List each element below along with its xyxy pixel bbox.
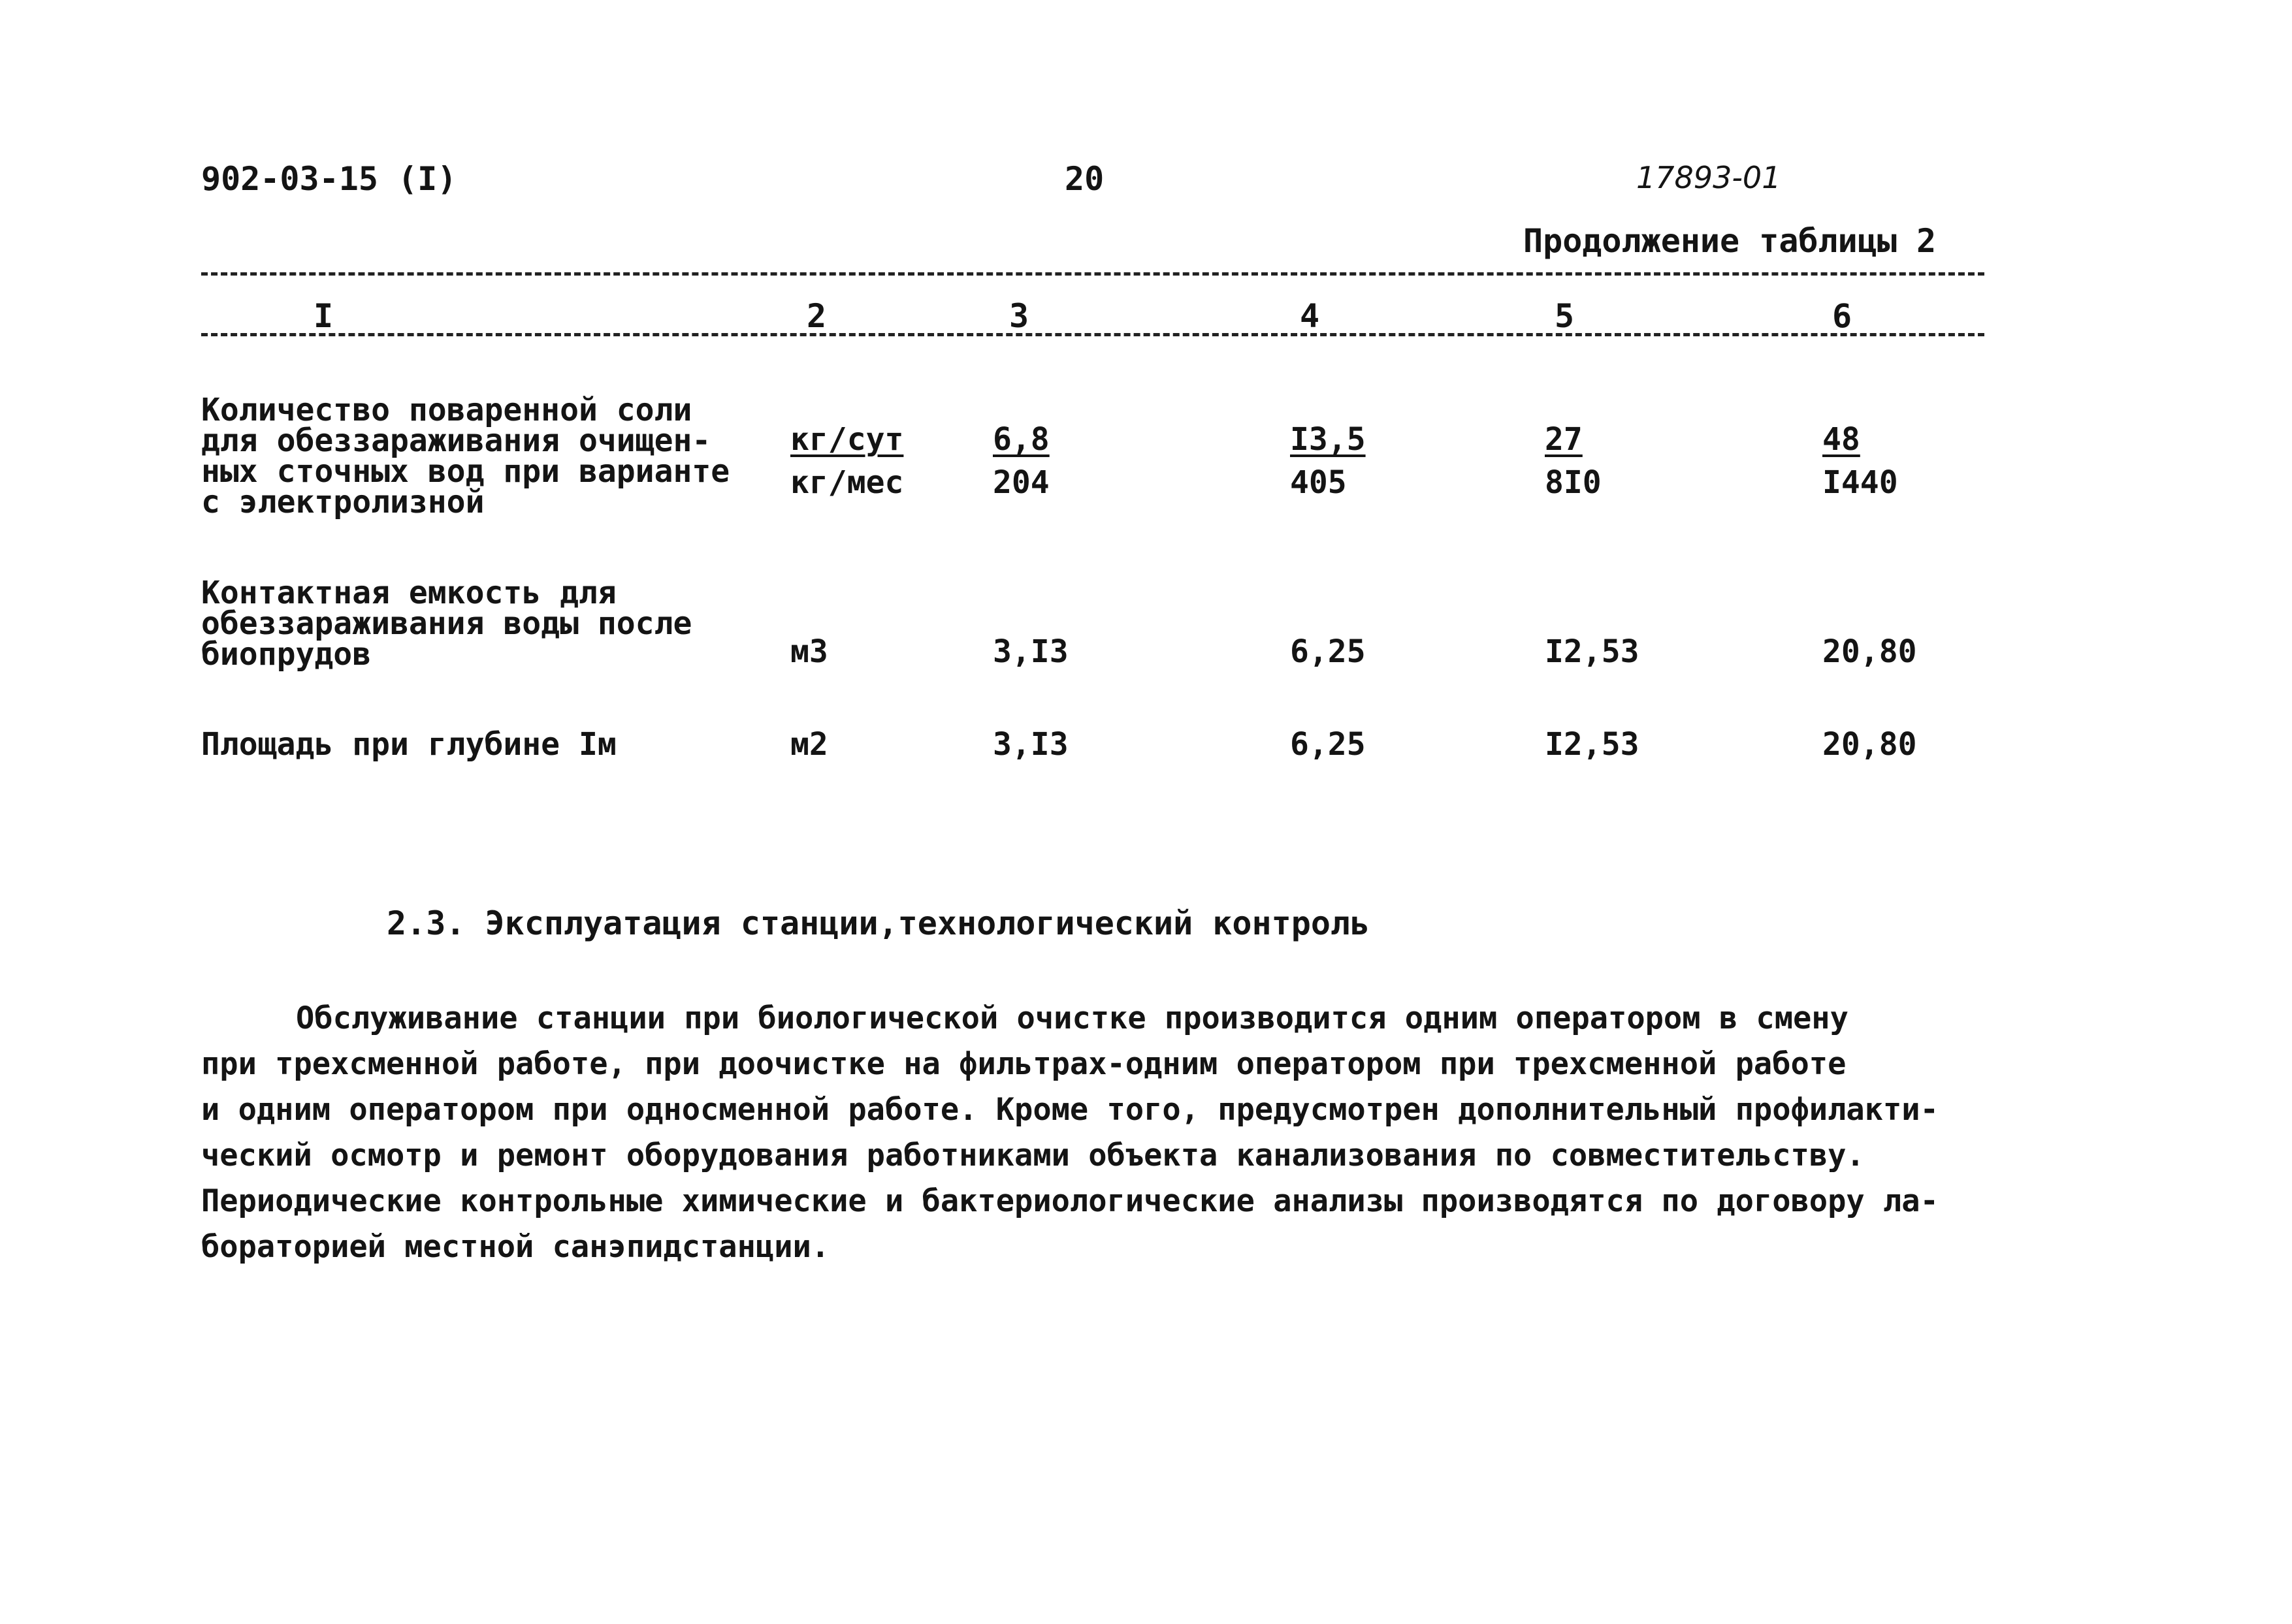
document-code: 17893-01 [1636, 160, 1781, 195]
description-line: ных сточных вод при варианте [201, 453, 730, 490]
table-row-contact-tank-col3: 3,I3 [993, 633, 1069, 670]
table-row-area-unit: м2 [790, 726, 828, 763]
table-row-contact-tank-unit: м3 [790, 633, 828, 670]
table-header-rule [201, 333, 1984, 336]
column-number-5: 5 [1555, 297, 1575, 335]
value-per-month: 8I0 [1545, 464, 1602, 501]
table-continuation-label: Продолжение таблицы 2 [1523, 222, 1937, 260]
table-row-area-col3: 3,I3 [993, 726, 1069, 763]
table-row-salt-col3 [993, 418, 1050, 504]
value-per-month: 405 [1290, 464, 1347, 501]
value-per-day: I3,5 [1290, 421, 1366, 458]
description-line: для обеззараживания очищен- [201, 422, 711, 459]
value-per-month: I440 [1822, 464, 1898, 501]
description-line: биопрудов [201, 636, 372, 673]
value-per-day: 27 [1545, 421, 1583, 458]
table-row-area-col4: 6,25 [1290, 726, 1366, 763]
table-row-salt-description [201, 392, 750, 520]
paragraph-line: Периодические контрольные химические и бактериологические анализы производятся по договору ла- [201, 1183, 1939, 1219]
table-row-contact-tank-col4: 6,25 [1290, 633, 1366, 670]
description-line: Контактная емкость для [201, 575, 617, 611]
document-number: 902-03-15 (I) [201, 160, 457, 198]
table-row-salt-col4 [1290, 418, 1366, 504]
value-per-day: 48 [1822, 421, 1860, 458]
table-row-area-description [201, 726, 750, 763]
description-line: обеззараживания воды после [201, 605, 692, 642]
table-row-salt-col5 [1545, 418, 1602, 504]
paragraph-line: Обслуживание станции при биологической очистке производится одним оператором в смену [296, 1000, 1848, 1036]
table-row-area-col5: I2,53 [1545, 726, 1639, 763]
value-per-day: 6,8 [993, 421, 1050, 458]
section-title: 2.3. Эксплуатация станции,технологический контроль [387, 904, 1370, 942]
value-per-month: 204 [993, 464, 1050, 501]
table-row-salt-unit [790, 418, 903, 504]
table-row-contact-tank-col6: 20,80 [1822, 633, 1917, 670]
table-row-contact-tank-description [201, 575, 750, 673]
section-paragraph [201, 996, 1958, 1270]
description-line: с электролизной [201, 484, 485, 520]
paragraph-line: бораторией местной санэпидстанции. [201, 1229, 830, 1265]
table-top-rule [201, 272, 1984, 276]
paragraph-line: при трехсменной работе, при доочистке на фильтрах-одним оператором при трехсменной работе [201, 1046, 1847, 1082]
column-number-2: 2 [807, 297, 827, 335]
description-line: Площадь при глубине Iм [201, 726, 617, 763]
column-number-4: 4 [1300, 297, 1320, 335]
paragraph-line: ческий осмотр и ремонт оборудования работниками объекта канализования по совместительству. [201, 1138, 1865, 1173]
unit-per-month: кг/мес [790, 464, 904, 501]
column-number-1: I [314, 297, 334, 335]
paragraph-line: и одним оператором при односменной работе. Кроме того, предусмотрен дополнительный профилакти- [201, 1092, 1939, 1128]
unit-per-day: кг/сут [790, 421, 904, 458]
table-row-area-col6: 20,80 [1822, 726, 1917, 763]
page-number: 20 [1065, 160, 1105, 198]
table-row-contact-tank-col5: I2,53 [1545, 633, 1639, 670]
table-row-salt-col6 [1822, 418, 1898, 504]
column-number-3: 3 [1009, 297, 1029, 335]
description-line: Количество поваренной соли [201, 392, 692, 428]
column-number-6: 6 [1832, 297, 1852, 335]
